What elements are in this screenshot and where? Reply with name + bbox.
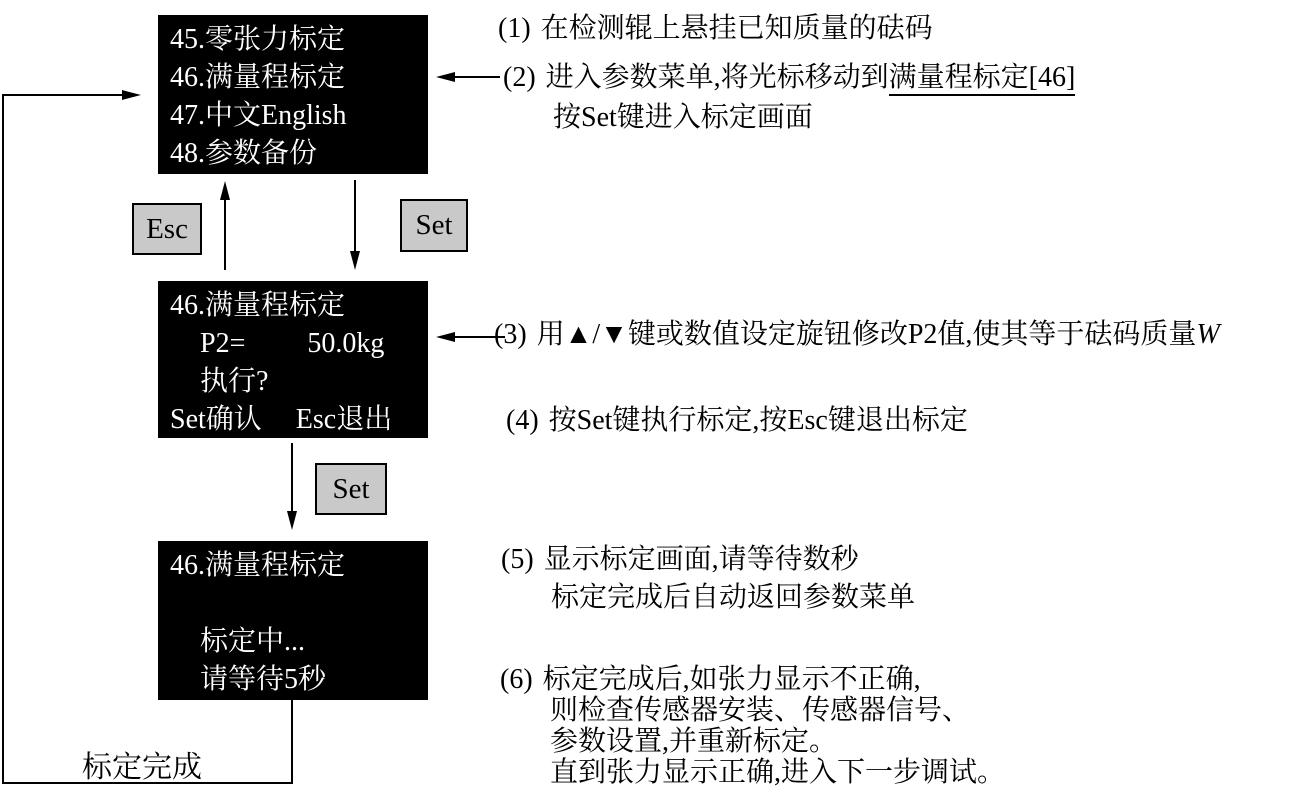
- set-key-button-bottom[interactable]: [315, 463, 387, 515]
- step-6-line4: 直到张力显示正确,进入下一步调试。: [550, 757, 1006, 788]
- step-5-line1: (5) 显示标定画面,请等待数秒: [501, 544, 859, 575]
- step-4: [506, 402, 968, 440]
- step-3: [494, 316, 1220, 354]
- step-6-number: (6): [500, 664, 533, 695]
- arrow-down-icon-2: [287, 511, 297, 530]
- step-5: [501, 541, 915, 617]
- flow-line-down-2: [291, 443, 293, 513]
- esc-key-label: Esc: [146, 212, 188, 245]
- step-1-text: 在检测辊上悬挂已知质量的砝码: [540, 13, 933, 44]
- arrow-left-icon-step2: [436, 72, 455, 82]
- set-key-button-top[interactable]: [400, 199, 468, 252]
- step-2-line2: 按Set键进入标定画面: [553, 102, 813, 133]
- step-2-line1: (2) 进入参数菜单,将光标移动到满量程标定[46]: [503, 58, 1075, 98]
- arrow-down-icon-1: [350, 251, 360, 270]
- menu-item-46: 46.满量程标定: [170, 62, 346, 93]
- wait-message: 请等待5秒: [200, 664, 327, 695]
- step-6-line2: 则检查传感器安装、传感器信号、: [550, 695, 971, 726]
- flow-line-up: [224, 198, 226, 270]
- p2-value: 50.0kg: [307, 328, 385, 359]
- step-3-number: (3): [494, 319, 527, 350]
- esc-key-button[interactable]: [132, 203, 202, 255]
- calibrating-status: 标定中...: [200, 626, 306, 657]
- step-5-number: (5): [501, 544, 534, 575]
- step-2: [503, 58, 1075, 138]
- execute-prompt: 执行?: [200, 366, 269, 397]
- loop-line-top: [2, 94, 124, 96]
- step-3-text: 用▲/▼键或数值设定旋钮修改P2值,使其等于砝码质量: [536, 319, 1197, 350]
- screen2-title: 46.满量程标定: [170, 290, 346, 321]
- loop-line-from-screen3: [291, 700, 293, 784]
- step-1-number: (1): [498, 13, 531, 44]
- step-1: [498, 10, 933, 48]
- softkey-hint-row: [170, 401, 424, 439]
- menu-item-48: 48.参数备份: [170, 138, 318, 169]
- arrow-right-icon-loop: [122, 90, 141, 100]
- set-key-label-top: Set: [415, 209, 453, 241]
- p2-value-row: [170, 325, 424, 363]
- arrow-left-icon-step3: [436, 332, 455, 342]
- lcd-screen-parameter-menu: [158, 15, 428, 174]
- screen3-title: 46.满量程标定: [170, 550, 346, 581]
- loop-line-left: [2, 94, 4, 784]
- menu-item-47: 47.中文English: [170, 100, 347, 131]
- lcd-screen-calibrating: [158, 541, 428, 700]
- weight-symbol: W: [1196, 319, 1220, 350]
- flow-line-down-1: [354, 180, 356, 253]
- menu-item-45: 45.零张力标定: [170, 24, 346, 55]
- step-6: [500, 664, 1005, 788]
- set-key-label-bottom: Set: [332, 472, 370, 505]
- arrow-up-icon: [220, 181, 230, 200]
- lcd-screen-calibration-confirm: [158, 281, 428, 438]
- step-5-line2: 标定完成后自动返回参数菜单: [551, 582, 916, 613]
- underlined-menu-reference: 满量程标定[46]: [889, 62, 1076, 96]
- esc-exit-hint: Esc退出: [295, 404, 393, 435]
- set-confirm-hint: Set确认: [170, 404, 262, 435]
- step-6-line3: 参数设置,并重新标定。: [550, 726, 838, 757]
- loop-label-calibration-complete: 标定完成: [82, 751, 202, 784]
- step-2-number: (2): [503, 62, 536, 93]
- p2-label: P2=: [200, 328, 246, 359]
- step-6-line1: (6) 标定完成后,如张力显示不正确,: [500, 664, 921, 695]
- pointer-line-step2: [453, 76, 500, 78]
- step-4-text: 按Set键执行标定,按Esc键退出标定: [548, 405, 968, 436]
- step-4-number: (4): [506, 405, 539, 436]
